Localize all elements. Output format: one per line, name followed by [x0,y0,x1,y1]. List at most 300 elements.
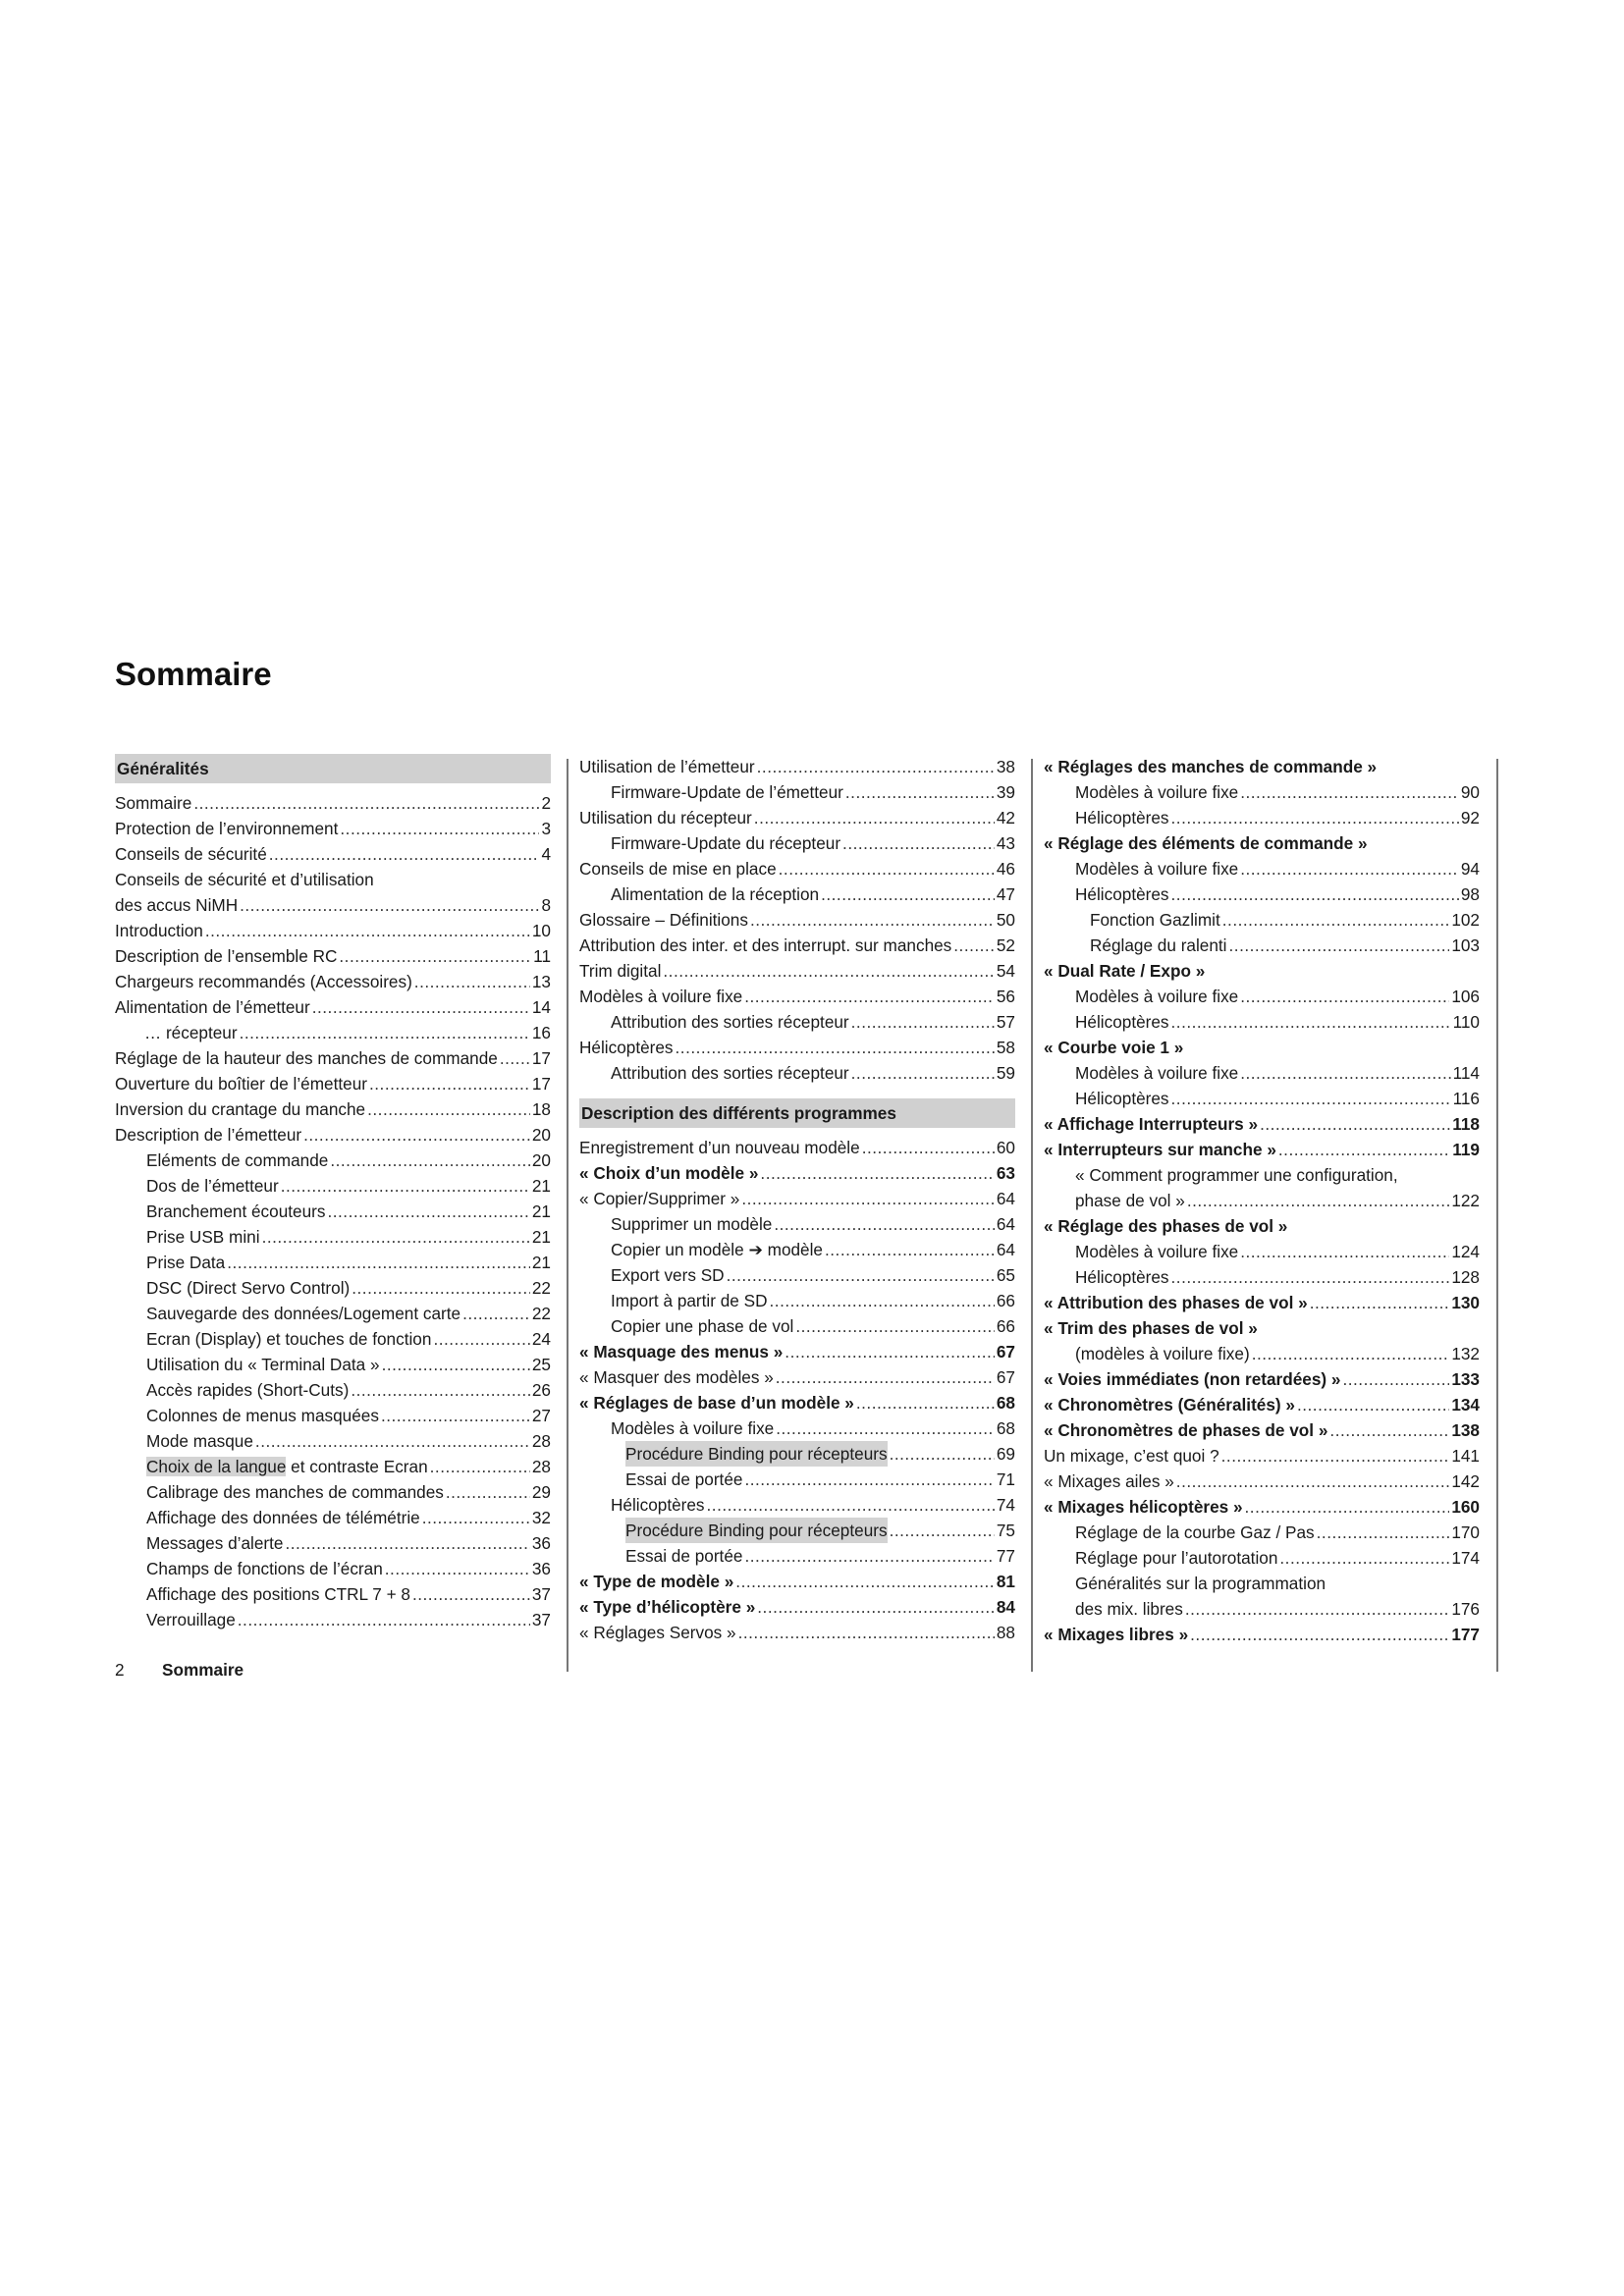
toc-entry-label: … récepteur [144,1023,238,1042]
toc-entry-label: Modèles à voilure fixe [1075,1242,1239,1261]
toc-entry-page: 8 [541,895,551,915]
dot-leader [227,1250,530,1275]
toc-entry-page: 46 [996,859,1015,879]
toc-entry[interactable] [579,984,1015,1009]
toc-entry-label: Ouverture du boîtier de l’émetteur [115,1074,367,1094]
toc-entry-page: 22 [531,1278,551,1298]
toc-entry-page: 36 [531,1533,551,1553]
toc-entry-label: Mode masque [146,1431,253,1451]
toc-entry-label: « Mixages hélicoptères » [1044,1497,1243,1517]
dot-leader [795,1313,995,1339]
toc-entry-label: Calibrage des manches de commandes [146,1482,444,1502]
toc-entry-label: Glossaire – Définitions [579,910,748,930]
toc-entry-label: (modèles à voilure fixe) [1075,1344,1250,1363]
toc-entry[interactable] [115,1020,551,1045]
toc-entry[interactable] [1044,1622,1480,1647]
toc-entry-label: Conseils de sécurité et d’utilisation [115,870,374,889]
dot-leader [727,1262,995,1288]
toc-entry-page: 28 [531,1431,551,1451]
dot-leader [327,1199,529,1224]
toc-entry-page: 116 [1452,1089,1480,1108]
toc-entry-label: Messages d’alerte [146,1533,284,1553]
toc-entry[interactable] [1044,779,1480,805]
toc-entry[interactable] [579,1288,1015,1313]
toc-entry-label: Fonction Gazlimit [1090,910,1220,930]
toc-entry-label: DSC (Direct Servo Control) [146,1278,351,1298]
toc-entry-label: Hélicoptères [1075,1267,1169,1287]
toc-entry[interactable] [115,1250,551,1275]
toc-entry-page: 4 [541,844,551,864]
toc-entry-label: « Masquage des menus » [579,1342,784,1362]
toc-column-3 [1044,754,1480,1647]
toc-entry-label: « Mixages libres » [1044,1625,1189,1644]
toc-entry[interactable] [579,1441,1015,1467]
toc-entry-page: 54 [996,961,1015,981]
toc-entry-label: Essai de portée [625,1546,743,1566]
dot-leader [890,1441,995,1467]
toc-entry-page: 10 [531,921,551,940]
dot-leader [1185,1596,1449,1622]
toc-entry-label: Sommaire [115,793,192,813]
dot-leader [856,1390,995,1415]
dot-leader [351,1377,530,1403]
toc-entry[interactable] [579,1390,1015,1415]
toc-entry[interactable] [1044,1290,1480,1315]
toc-entry[interactable] [579,881,1015,907]
toc-entry[interactable] [579,1339,1015,1364]
toc-entry-label: Essai de portée [625,1469,743,1489]
dot-leader [851,1009,995,1035]
dot-leader [1240,984,1449,1009]
dot-leader [738,1620,995,1645]
toc-entry-label: Utilisation de l’émetteur [579,757,755,776]
toc-entry-label: « Réglages Servos » [579,1623,736,1642]
toc-entry-page: 132 [1451,1344,1480,1363]
toc-entry[interactable] [115,1199,551,1224]
dot-leader [1252,1341,1450,1366]
dot-leader [312,994,530,1020]
toc-entry[interactable] [579,1060,1015,1086]
toc-entry-label: Prise Data [146,1253,226,1272]
toc-entry[interactable] [115,1224,551,1250]
dot-leader [240,1020,530,1045]
toc-entry[interactable] [115,1479,551,1505]
toc-entry-label: Un mixage, c’est quoi ? [1044,1446,1219,1466]
toc-entry[interactable] [579,1035,1015,1060]
dot-leader [422,1505,530,1530]
toc-entry[interactable] [579,830,1015,856]
toc-entry[interactable] [1044,1239,1480,1264]
dot-leader [890,1518,995,1543]
toc-entry-label: Copier un modèle ➔ modèle [611,1240,823,1259]
toc-entry[interactable] [1044,830,1480,856]
dot-leader [1245,1494,1450,1520]
toc-entry[interactable] [1044,958,1480,984]
toc-entry[interactable] [579,1415,1015,1441]
dot-leader [1240,1239,1449,1264]
toc-entry-page: 141 [1451,1446,1480,1466]
toc-entry-label: « Chronomètres (Généralités) » [1044,1395,1295,1415]
dot-leader [663,958,994,984]
toc-entry[interactable] [115,1454,551,1479]
dot-leader [330,1148,530,1173]
dot-leader [1229,933,1450,958]
toc-entry-page: 128 [1451,1267,1480,1287]
toc-entry[interactable] [115,1377,551,1403]
toc-entry-label: Dos de l’émetteur [146,1176,279,1196]
toc-entry[interactable] [579,1160,1015,1186]
toc-entry-page: 59 [996,1063,1015,1083]
dot-leader [1260,1111,1450,1137]
toc-entry[interactable] [115,1275,551,1301]
toc-entry[interactable] [579,856,1015,881]
dot-leader [1171,1264,1450,1290]
toc-entry-label: Attribution des sorties récepteur [611,1012,849,1032]
toc-entry-page: 68 [996,1418,1015,1438]
toc-entry[interactable] [1044,881,1480,907]
toc-entry[interactable] [579,1543,1015,1569]
dot-leader [240,892,539,918]
toc-entry-page: 64 [996,1214,1015,1234]
toc-entry[interactable] [579,1009,1015,1035]
toc-entry[interactable] [1044,1086,1480,1111]
toc-entry-label: Alimentation de l’émetteur [115,997,310,1017]
toc-entry-label: Modèles à voilure fixe [1075,782,1239,802]
dot-leader [262,1224,530,1250]
toc-entry-label: Export vers SD [611,1265,725,1285]
toc-entry-label: « Réglage des phases de vol » [1044,1216,1288,1236]
toc-entry[interactable] [1044,1137,1480,1162]
toc-entry[interactable] [115,1505,551,1530]
toc-entry-label: Hélicoptères [1075,1089,1169,1108]
toc-entry[interactable] [1044,1264,1480,1290]
toc-entry-page: 37 [531,1584,551,1604]
dot-leader [1190,1622,1449,1647]
column-divider [567,759,568,1672]
toc-entry-page: 176 [1451,1599,1480,1619]
toc-entry[interactable] [115,841,551,867]
toc-entry[interactable] [579,1211,1015,1237]
toc-entry[interactable] [1044,1392,1480,1417]
toc-entry[interactable] [1044,1341,1480,1366]
toc-entry-page: 160 [1451,1497,1480,1517]
dot-leader [1171,805,1459,830]
dot-leader [770,1288,995,1313]
toc-entry[interactable] [1044,1188,1480,1213]
toc-entry[interactable] [1044,1060,1480,1086]
dot-leader [953,933,995,958]
toc-entry-page: 63 [996,1163,1015,1183]
dot-leader [774,1211,995,1237]
toc-entry-label: « Trim des phases de vol » [1044,1318,1258,1338]
dot-leader [1342,1366,1449,1392]
toc-entry-page: 24 [531,1329,551,1349]
toc-entry-label: Accès rapides (Short-Cuts) [146,1380,350,1400]
toc-entry-page: 64 [996,1240,1015,1259]
dot-leader [744,1543,994,1569]
dot-leader [269,841,540,867]
dot-leader [1221,1443,1450,1468]
toc-entry[interactable] [115,1403,551,1428]
toc-entry-page: 177 [1451,1625,1480,1644]
toc-entry[interactable] [579,779,1015,805]
toc-entry[interactable] [579,1569,1015,1594]
toc-entry-label: Firmware-Update de l’émetteur [611,782,843,802]
dot-leader [385,1556,530,1581]
toc-entry-page: 77 [996,1546,1015,1566]
toc-entry-label: Introduction [115,921,203,940]
toc-entry-page: 29 [531,1482,551,1502]
toc-entry[interactable] [115,892,551,918]
toc-entry-label: Réglage de la courbe Gaz / Pas [1075,1522,1315,1542]
dot-leader [1240,779,1459,805]
toc-entry[interactable] [1044,907,1480,933]
toc-entry[interactable] [1044,805,1480,830]
toc-entry-label: des mix. libres [1075,1599,1183,1619]
toc-entry[interactable] [115,790,551,816]
toc-entry[interactable] [579,1594,1015,1620]
toc-entry-label: Enregistrement d’un nouveau modèle [579,1138,860,1157]
toc-entry-label: « Courbe voie 1 » [1044,1038,1184,1057]
toc-entry-page: 67 [996,1367,1015,1387]
dot-leader [412,1581,530,1607]
toc-entry[interactable] [115,1096,551,1122]
toc-entry-label: Verrouillage [146,1610,236,1629]
toc-entry[interactable] [1044,1315,1480,1341]
toc-entry[interactable] [579,1313,1015,1339]
toc-entry-label: Colonnes de menus masquées [146,1406,379,1425]
dot-leader [446,1479,530,1505]
toc-entry[interactable] [115,1428,551,1454]
toc-entry[interactable] [115,918,551,943]
toc-entry[interactable] [579,1364,1015,1390]
toc-entry-page: 20 [531,1125,551,1145]
dot-leader [281,1173,530,1199]
toc-entry[interactable] [1044,933,1480,958]
toc-entry-page: 14 [531,997,551,1017]
toc-entry[interactable] [1044,1417,1480,1443]
dot-leader [676,1035,995,1060]
toc-entry-page: 138 [1451,1420,1480,1440]
toc-entry[interactable] [579,1237,1015,1262]
toc-entry-page: 64 [996,1189,1015,1208]
toc-entry[interactable] [115,1173,551,1199]
toc-entry[interactable] [115,994,551,1020]
toc-entry[interactable] [579,907,1015,933]
toc-entry[interactable] [579,754,1015,779]
toc-entry-label: Description de l’émetteur [115,1125,302,1145]
toc-entry-label: « Comment programmer une configuration, [1075,1165,1398,1185]
dot-leader [1310,1290,1450,1315]
toc-entry[interactable] [579,1620,1015,1645]
dot-leader [285,1530,529,1556]
toc-entry-label: Attribution des sorties récepteur [611,1063,849,1083]
toc-entry[interactable] [115,1556,551,1581]
toc-entry[interactable] [579,1186,1015,1211]
dot-leader [851,1060,995,1086]
toc-entry-label: Sauvegarde des données/Logement carte [146,1304,461,1323]
toc-entry[interactable] [1044,1035,1480,1060]
toc-entry[interactable] [115,816,551,841]
toc-entry[interactable] [579,1518,1015,1543]
toc-entry[interactable] [579,1467,1015,1492]
toc-entry-label: Prise USB mini [146,1227,260,1247]
toc-entry-label: Hélicoptères [1075,1012,1169,1032]
toc-entry[interactable] [1044,1468,1480,1494]
toc-entry[interactable] [1044,1520,1480,1545]
dot-leader [414,969,530,994]
toc-entry[interactable] [115,969,551,994]
toc-entry-page: 58 [996,1038,1015,1057]
toc-entry-label: Affichage des données de télémétrie [146,1508,420,1527]
toc-entry-page: 60 [996,1138,1015,1157]
toc-entry-label: Modèles à voilure fixe [611,1418,775,1438]
toc-entry[interactable] [1044,1111,1480,1137]
toc-entry[interactable] [1044,1494,1480,1520]
toc-entry[interactable] [1044,1009,1480,1035]
dot-leader [382,1352,530,1377]
toc-entry[interactable] [579,805,1015,830]
toc-entry-page: 68 [996,1393,1015,1413]
toc-entry[interactable] [1044,1443,1480,1468]
toc-entry[interactable] [1044,1162,1480,1188]
toc-entry-page: 174 [1451,1548,1480,1568]
toc-entry-page: 170 [1451,1522,1480,1542]
toc-entry-label: Protection de l’environnement [115,819,339,838]
toc-entry-label: « Voies immédiates (non retardées) » [1044,1369,1341,1389]
toc-entry[interactable] [115,943,551,969]
toc-entry-page: 67 [996,1342,1015,1362]
dot-leader [1278,1137,1450,1162]
footer-section-name: Sommaire [162,1660,244,1680]
toc-entry-page: 88 [996,1623,1015,1642]
toc-entry-label: Modèles à voilure fixe [1075,859,1239,879]
dot-leader [1187,1188,1450,1213]
toc-entry[interactable] [115,867,551,892]
dot-leader [1171,881,1459,907]
toc-entry[interactable] [579,933,1015,958]
toc-entry-label: Réglage du ralenti [1090,935,1227,955]
dot-leader [369,1071,530,1096]
toc-entry-page: 71 [996,1469,1015,1489]
dot-leader [462,1301,530,1326]
toc-entry-label: phase de vol » [1075,1191,1185,1210]
toc-entry-page: 66 [996,1291,1015,1310]
column-divider [1031,759,1033,1672]
toc-entry-label: Conseils de mise en place [579,859,777,879]
dot-leader [255,1428,530,1454]
toc-entry-page: 21 [531,1201,551,1221]
toc-entry-page: 81 [996,1572,1015,1591]
toc-entry-label: Procédure Binding pour récepteurs [625,1518,888,1543]
toc-entry-label: Modèles à voilure fixe [1075,987,1239,1006]
dot-leader [1317,1520,1450,1545]
toc-entry-label: « Type de modèle » [579,1572,734,1591]
toc-entry-label: Ecran (Display) et touches de fonction [146,1329,432,1349]
toc-entry-page: 130 [1451,1293,1480,1312]
toc-entry[interactable] [115,1045,551,1071]
toc-entry-label: Utilisation du récepteur [579,808,752,828]
toc-entry[interactable] [115,1607,551,1632]
toc-entry-label: « Mixages ailes » [1044,1471,1174,1491]
toc-entry-label: « Attribution des phases de vol » [1044,1293,1308,1312]
toc-entry-label: Eléments de commande [146,1150,329,1170]
dot-leader [741,1186,995,1211]
toc-entry-page: 134 [1451,1395,1480,1415]
dot-leader [760,1160,994,1186]
toc-entry[interactable] [1044,754,1480,779]
toc-entry[interactable] [115,1530,551,1556]
toc-entry-page: 27 [531,1406,551,1425]
toc-entry[interactable] [579,1135,1015,1160]
section-header: Description des différents programmes [579,1098,1015,1128]
toc-entry-label: Inversion du crantage du manche [115,1099,366,1119]
toc-entry-page: 94 [1460,859,1480,879]
toc-entry[interactable] [1044,984,1480,1009]
toc-entry[interactable] [115,1326,551,1352]
toc-entry-label: Attribution des inter. et des interrupt. sur manches [579,935,952,955]
toc-entry[interactable] [1044,1213,1480,1239]
toc-entry[interactable] [1044,856,1480,881]
toc-entry[interactable] [1044,1545,1480,1571]
toc-entry-label: Description de l’ensemble RC [115,946,338,966]
toc-entry[interactable] [115,1301,551,1326]
toc-entry[interactable] [579,1492,1015,1518]
dot-leader [352,1275,530,1301]
toc-entry[interactable] [115,1352,551,1377]
toc-entry[interactable] [579,958,1015,984]
toc-entry-label: « Affichage Interrupteurs » [1044,1114,1259,1134]
toc-entry[interactable] [115,1071,551,1096]
column-divider [1496,759,1498,1672]
toc-entry-label: Modèles à voilure fixe [1075,1063,1239,1083]
dot-leader [430,1454,530,1479]
dot-leader [754,805,995,830]
toc-entry-page: 39 [996,782,1015,802]
toc-entry-page: 21 [531,1253,551,1272]
toc-entry-label [146,1454,428,1479]
toc-entry-page: 38 [996,757,1015,776]
dot-leader [500,1045,530,1071]
dot-leader [757,754,995,779]
toc-entry[interactable] [1044,1571,1480,1596]
toc-entry-label: « Dual Rate / Expo » [1044,961,1206,981]
toc-entry-label: Chargeurs recommandés (Accessoires) [115,972,412,991]
toc-entry-page: 11 [533,946,551,966]
toc-entry[interactable] [115,1148,551,1173]
dot-leader [785,1339,995,1364]
toc-entry-page: 36 [531,1559,551,1578]
dot-leader [1240,1060,1450,1086]
toc-entry[interactable] [1044,1366,1480,1392]
toc-entry[interactable] [115,1122,551,1148]
toc-entry-page: 47 [996,884,1015,904]
toc-entry-label: Copier une phase de vol [611,1316,794,1336]
dot-leader [381,1403,530,1428]
toc-entry-page: 90 [1460,782,1480,802]
toc-entry[interactable] [579,1262,1015,1288]
dot-leader [825,1237,995,1262]
dot-leader [842,830,995,856]
toc-entry-page: 43 [996,833,1015,853]
toc-entry-page: 50 [996,910,1015,930]
toc-entry[interactable] [1044,1596,1480,1622]
dot-leader [744,1467,994,1492]
toc-entry-page: 26 [531,1380,551,1400]
dot-leader [340,816,539,841]
toc-entry[interactable] [115,1581,551,1607]
toc-entry-label: des accus NiMH [115,895,239,915]
